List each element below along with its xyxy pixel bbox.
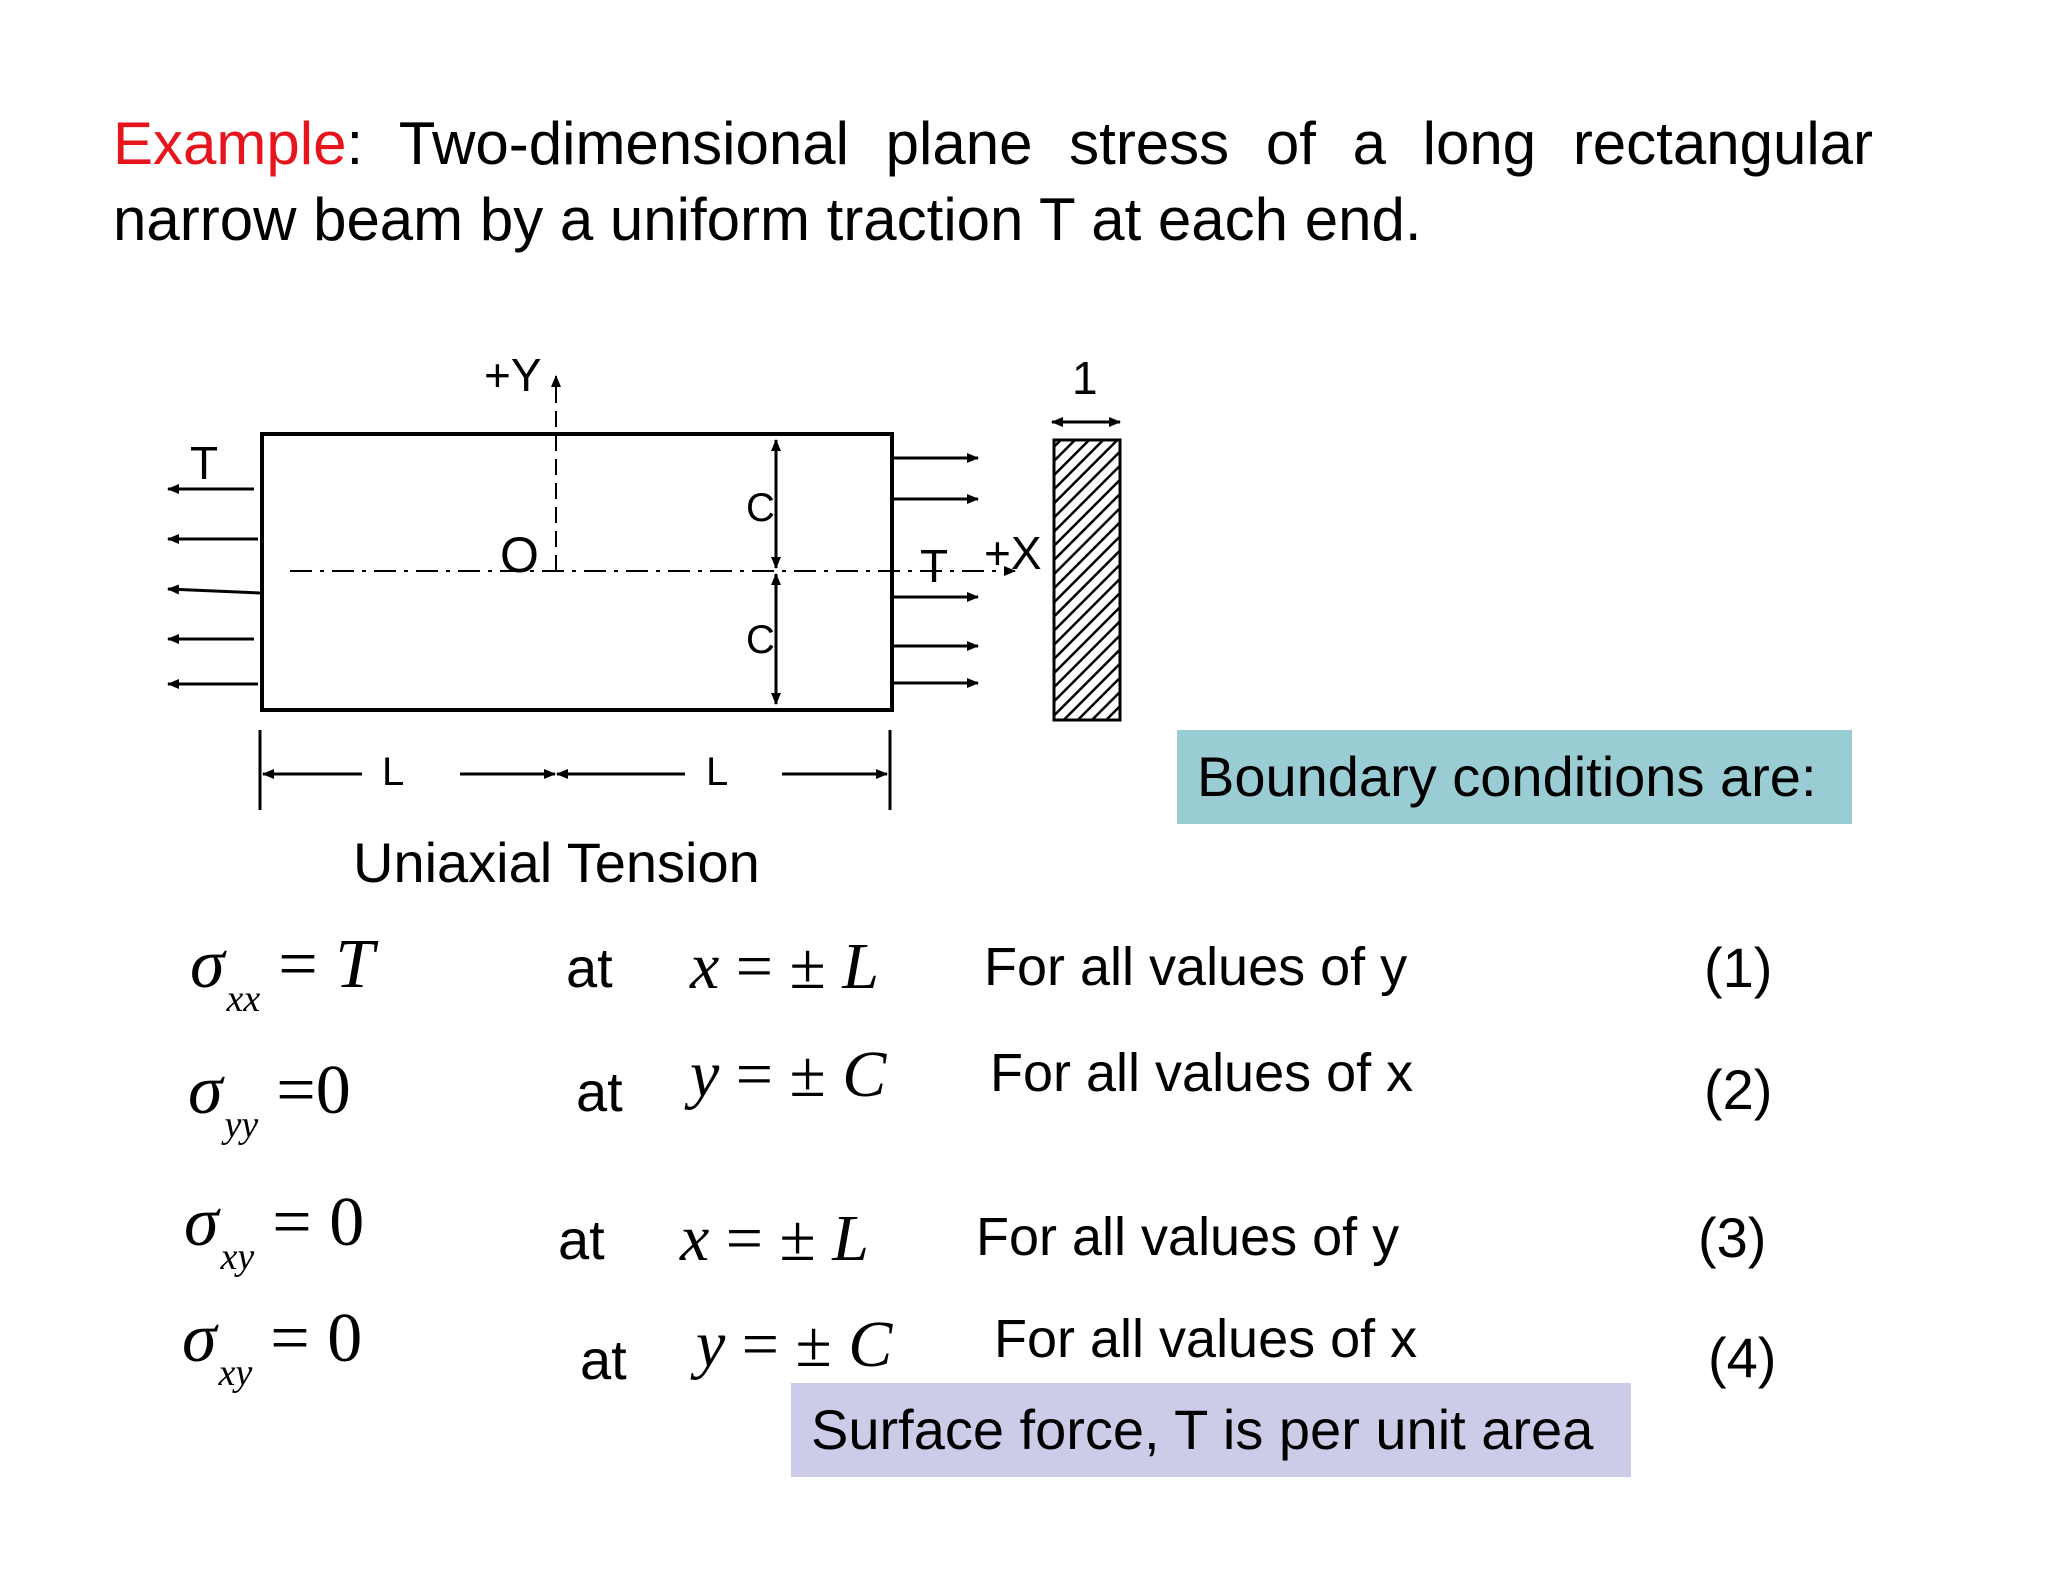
left-traction-arrows — [168, 489, 260, 684]
equation-description: For all values of x — [994, 1309, 1418, 1369]
equation-at: at — [580, 1328, 627, 1391]
surface-force-callout: Surface force, T is per unit area — [791, 1383, 1631, 1477]
cross-section-hatched — [1054, 440, 1120, 720]
thickness-label: 1 — [1072, 352, 1098, 404]
diagram-caption: Uniaxial Tension — [353, 831, 760, 894]
origin-label: O — [500, 527, 539, 583]
title-text: : Two-dimensional plane stress of a long rectangular narrow beam by a uniform traction T at each end. — [113, 110, 1873, 253]
equation-lhs: $\sigma_{xy} = 0$ — [184, 1184, 365, 1278]
l-left-label: L — [382, 750, 405, 794]
equation-description: For all values of y — [984, 937, 1408, 997]
x-axis-label: +X — [984, 527, 1042, 579]
equation-description: For all values of y — [976, 1207, 1400, 1267]
equation-number: (1) — [1704, 936, 1773, 999]
boundary-conditions-callout: Boundary conditions are: — [1177, 730, 1852, 824]
traction-right-label: T — [920, 540, 949, 592]
equation-lhs: $\sigma_{yy} =0$ — [188, 1052, 351, 1146]
equation-lhs: $\sigma_{xy} = 0$ — [182, 1300, 363, 1394]
equation-description: For all values of x — [990, 1043, 1414, 1103]
equation-number: (2) — [1704, 1058, 1773, 1121]
y-axis-label: +Y — [484, 349, 542, 401]
l-dimension-arrows — [260, 730, 890, 810]
equation-number: (4) — [1708, 1326, 1777, 1389]
l-right-label: L — [706, 750, 729, 794]
c-top-label: C — [746, 486, 775, 530]
traction-left-label: T — [190, 437, 219, 489]
title-keyword: Example — [113, 110, 347, 177]
equation-lhs: $\sigma_{xx} = T$ — [190, 926, 375, 1020]
equation-at: at — [566, 936, 613, 999]
equation-condition: x = ± L — [680, 1202, 869, 1275]
equation-condition: y = ± C — [690, 1038, 887, 1111]
equation-at: at — [576, 1060, 623, 1123]
equation-at: at — [558, 1208, 605, 1271]
c-bottom-label: C — [746, 618, 775, 662]
equation-number: (3) — [1698, 1206, 1767, 1269]
equation-condition: y = ± C — [696, 1308, 893, 1381]
equation-condition: x = ± L — [690, 930, 879, 1003]
